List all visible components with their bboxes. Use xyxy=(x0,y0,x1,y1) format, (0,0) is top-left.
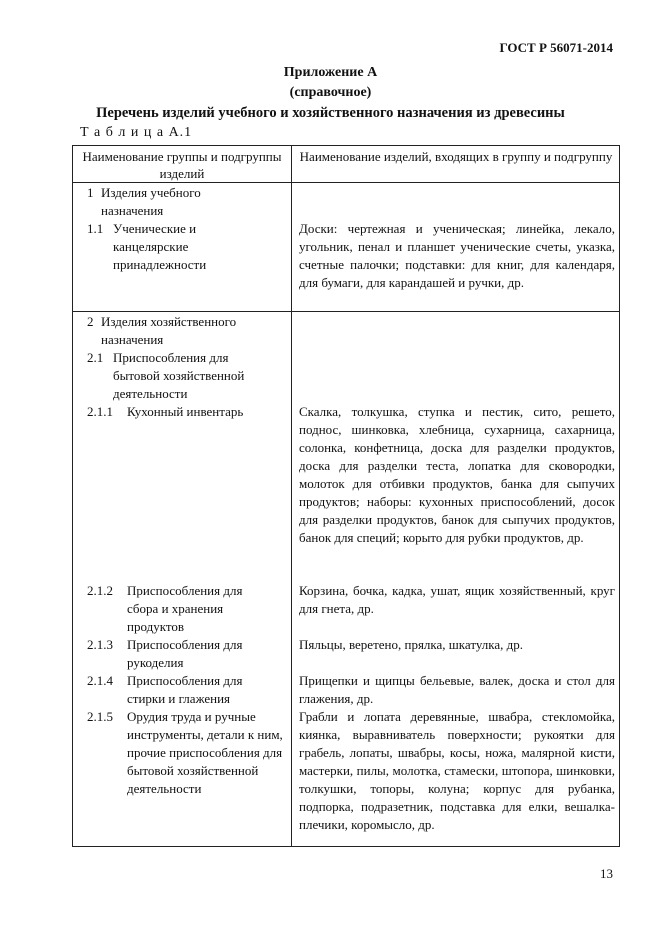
group-divider xyxy=(73,311,619,312)
subgroup-code: 2.1 xyxy=(87,350,104,365)
items-text: Пяльцы, веретено, прялка, шкатулка, др. xyxy=(299,637,524,652)
items-text: Грабли и лопата деревянные, швабра, стекломойка, киянка, выравниватель поверхности; рукоятки для грабель, лопаты, швабры, косы, ножа, малярной кисти, мастерки, пилы, молотка, стамески, штопора, шинковки, толкушки, топоры, колуна; корпус для рубанка, подпорка, подразетник, подставка для елки, вешалка-плечики, коромысло, др. xyxy=(299,709,615,832)
appendix-subtitle: Перечень изделий учебного и хозяйственного назначения из древесины xyxy=(96,105,565,121)
table-label: Т а б л и ц а А.1 xyxy=(80,125,193,140)
page-number: 13 xyxy=(600,866,613,881)
subgroup-code: 2.1.4 xyxy=(87,673,113,688)
subgroup-code: 2.1.1 xyxy=(87,404,113,419)
items-text: Корзина, бочка, кадка, ушат, ящик хозяйственный, круг для гнета, др. xyxy=(299,583,615,616)
header-divider xyxy=(73,182,619,183)
subgroup-name: Кухонный инвентарь xyxy=(127,404,244,419)
subgroup-code: 2.1.3 xyxy=(87,637,113,652)
table-row xyxy=(73,313,291,843)
table-row xyxy=(73,184,291,309)
subgroup-code: 2.1.5 xyxy=(87,709,113,724)
subgroup-name: Ученические и канцелярские принадлежности xyxy=(113,221,207,272)
subgroup-name: Приспособления для рукоделия xyxy=(127,637,243,670)
group-code: 1 xyxy=(87,185,94,200)
items-text: Прищепки и щипцы бельевые, валек, доска и стол для глажения, др. xyxy=(299,673,615,706)
appendix-status: (справочное) xyxy=(289,85,372,100)
subgroup-code: 1.1 xyxy=(87,221,104,236)
subgroup-code: 2.1.2 xyxy=(87,583,113,598)
subgroup-name: Орудия труда и ручные инструменты, детали к ним, прочие приспособления для бытовой хозяйственной деятельности xyxy=(127,709,283,796)
group-name: Изделия учебного назначения xyxy=(101,185,201,218)
col2-header: Наименование изделий, входящих в группу и подгруппу xyxy=(299,149,613,164)
column-divider xyxy=(291,146,292,846)
appendix-title: Приложение А xyxy=(283,65,378,80)
subgroup-name: Приспособления для сбора и хранения продуктов xyxy=(127,583,243,634)
items-text: Скалка, толкушка, ступка и пестик, сито, решето, поднос, шинковка, хлебница, сухарница, сахарница, солонка, конфетница, доска для разделки продуктов, доска для разделки теста, лопатка для сковородки, молоток для отбивки продуктов, банка для сыпучих продуктов; наборы: кухонных приспособлений, досок для разделки продуктов, банок для сыпучих продуктов, банок для специй; корыто для рубки продуктов, др. xyxy=(299,404,615,545)
subgroup-name: Приспособления для бытовой хозяйственной деятельности xyxy=(113,350,245,401)
group-code: 2 xyxy=(87,314,94,329)
subgroup-name: Приспособления для стирки и глажения xyxy=(127,673,243,706)
group-name: Изделия хозяйственного назначения xyxy=(101,314,237,347)
table-a1 xyxy=(72,145,620,847)
standard-number: ГОСТ Р 56071-2014 xyxy=(499,40,613,55)
items-text: Доски: чертежная и ученическая; линейка, лекало, угольник, пенал и планшет ученические счеты, указка, счетные палочки; подставки: для книг, для календаря, для бумаги, для карандашей и ручки, др. xyxy=(299,221,615,290)
col1-header: Наименование группы и подгруппы изделий xyxy=(82,149,282,181)
